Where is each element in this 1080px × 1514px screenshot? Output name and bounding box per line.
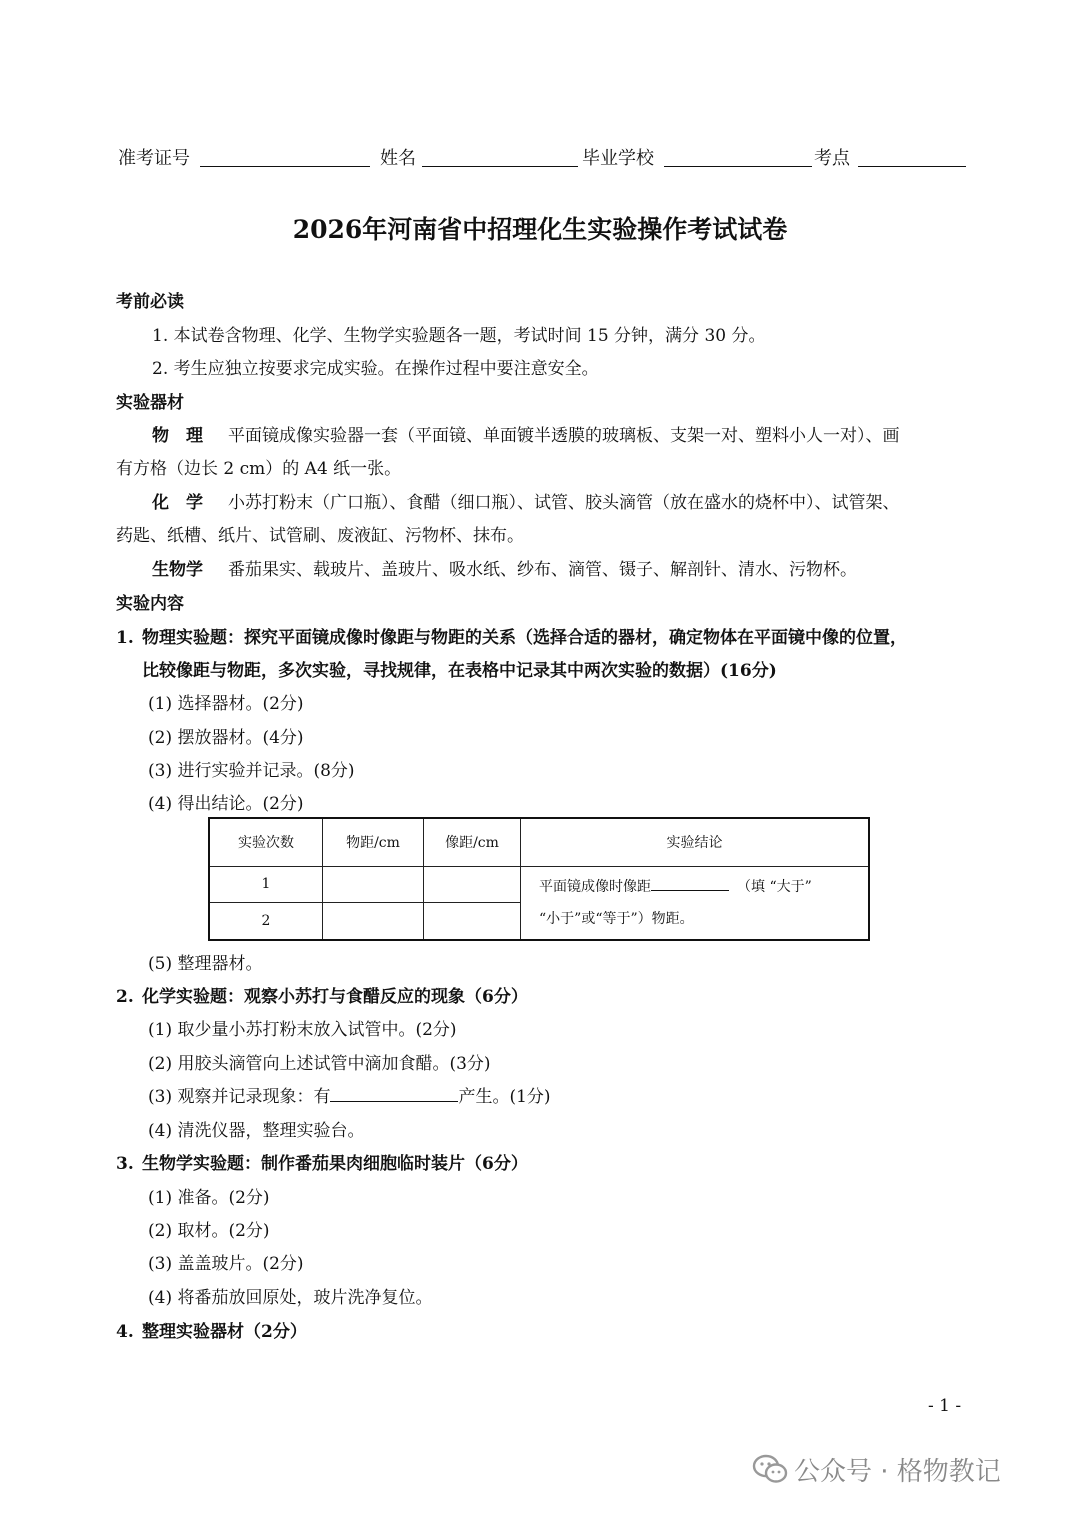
q2-step3-text: (3) 观察并记录现象：有 (148, 1087, 331, 1107)
image-distance-cell[interactable] (424, 866, 521, 902)
q1-step: (5) 整理器材。 (148, 954, 263, 974)
chemistry-label: 化 学 (152, 493, 203, 513)
physics-equipment-cont: 有方格（边长 2 cm）的 A4 纸一张。 (116, 459, 402, 479)
q3-number: 3. (116, 1154, 134, 1174)
q1-step: (3) 进行实验并记录。(8分) (148, 761, 355, 781)
page-number: - 1 - (928, 1396, 962, 1416)
wechat-icon (752, 1454, 788, 1484)
q3-step: (4) 将番茄放回原处，玻片洗净复位。 (148, 1288, 433, 1308)
object-distance-cell[interactable] (323, 902, 424, 940)
biology-equipment: 番茄果实、载玻片、盖玻片、吸水纸、纱布、滴管、镊子、解剖针、清水、污物杯。 (228, 560, 857, 580)
q2-step3-suffix: 产生。(1分) (458, 1087, 551, 1107)
name-label: 姓名 (380, 148, 416, 169)
chemistry-equipment-cont: 药匙、纸槽、纸片、试管刷、废液缸、污物杯、抹布。 (116, 526, 524, 546)
conclusion-text: 平面镜成像时像距 (539, 878, 651, 895)
q1-step: (2) 摆放器材。(4分) (148, 728, 304, 748)
q3-step: (2) 取材。(2分) (148, 1221, 270, 1241)
q3-title: 生物学实验题：制作番茄果肉细胞临时装片（6分） (142, 1154, 528, 1174)
q3-step: (3) 盖盖玻片。(2分) (148, 1254, 304, 1274)
q1-title: 物理实验题：探究平面镜成像时像距与物距的关系（选择合适的器材，确定物体在平面镜中像的位置， (142, 628, 907, 648)
q2-step (148, 1085, 551, 1109)
q2-step: (2) 用胶头滴管向上述试管中滴加食醋。(3分) (148, 1054, 491, 1074)
equipment-heading: 实验器材 (116, 393, 184, 413)
conclusion-cell (521, 866, 870, 940)
conclusion-hint-cont: “小于”或“等于”）物距。 (539, 910, 694, 927)
conclusion-blank[interactable] (651, 876, 729, 891)
exam-id-label: 准考证号 (118, 148, 190, 169)
record-table (208, 817, 870, 941)
q1-number: 1. (116, 628, 134, 648)
biology-label: 生物学 (152, 560, 203, 580)
table-header-conclusion: 实验结论 (521, 818, 870, 866)
conclusion-hint: （填 “大于” (737, 878, 812, 895)
candidate-info-row (118, 144, 968, 174)
q1-step: (1) 选择器材。(2分) (148, 694, 304, 714)
q2-title: 化学实验题：观察小苏打与食醋反应的现象（6分） (142, 987, 528, 1007)
q2-step: (1) 取少量小苏打粉末放入试管中。(2分) (148, 1020, 457, 1040)
page-title: 2026年河南省中招理化生实验操作考试试卷 (292, 215, 788, 244)
notice-item: 2. 考生应独立按要求完成实验。在操作过程中要注意安全。 (152, 359, 599, 379)
name-blank[interactable] (422, 166, 578, 167)
table-header-object-distance: 物距/cm (323, 818, 424, 866)
phenomenon-blank[interactable] (330, 1087, 458, 1102)
q4-number: 4. (116, 1322, 134, 1342)
table-row-trial: 2 (209, 902, 323, 940)
site-blank[interactable] (858, 166, 966, 167)
site-label: 考点 (814, 148, 850, 169)
watermark-text: 公众号 · 格物教记 (794, 1456, 1001, 1487)
chemistry-equipment: 小苏打粉末（广口瓶）、食醋（细口瓶）、试管、胶头滴管（放在盛水的烧杯中）、试管架、 (228, 493, 900, 513)
image-distance-cell[interactable] (424, 902, 521, 940)
school-blank[interactable] (664, 166, 812, 167)
exam-id-blank[interactable] (200, 166, 370, 167)
q1-step: (4) 得出结论。(2分) (148, 794, 304, 814)
physics-equipment: 平面镜成像实验器一套（平面镜、单面镀半透膜的玻璃板、支架一对、塑料小人一对）、画 (228, 426, 900, 446)
content-heading: 实验内容 (116, 594, 184, 614)
notice-item: 1. 本试卷含物理、化学、生物学实验题各一题，考试时间 15 分钟，满分 30 分。 (152, 326, 766, 346)
school-label: 毕业学校 (582, 148, 654, 169)
physics-label: 物 理 (152, 426, 203, 446)
watermark (752, 1452, 1001, 1486)
q2-step: (4) 清洗仪器，整理实验台。 (148, 1121, 365, 1141)
table-header-image-distance: 像距/cm (424, 818, 521, 866)
q2-number: 2. (116, 987, 134, 1007)
table-header-trial: 实验次数 (209, 818, 323, 866)
q4-title: 整理实验器材（2分） (142, 1322, 307, 1342)
q1-title-cont: 比较像距与物距，多次实验，寻找规律，在表格中记录其中两次实验的数据）(16分) (142, 661, 777, 681)
object-distance-cell[interactable] (323, 866, 424, 902)
notice-heading: 考前必读 (116, 292, 184, 312)
q3-step: (1) 准备。(2分) (148, 1188, 270, 1208)
table-row-trial: 1 (209, 866, 323, 902)
